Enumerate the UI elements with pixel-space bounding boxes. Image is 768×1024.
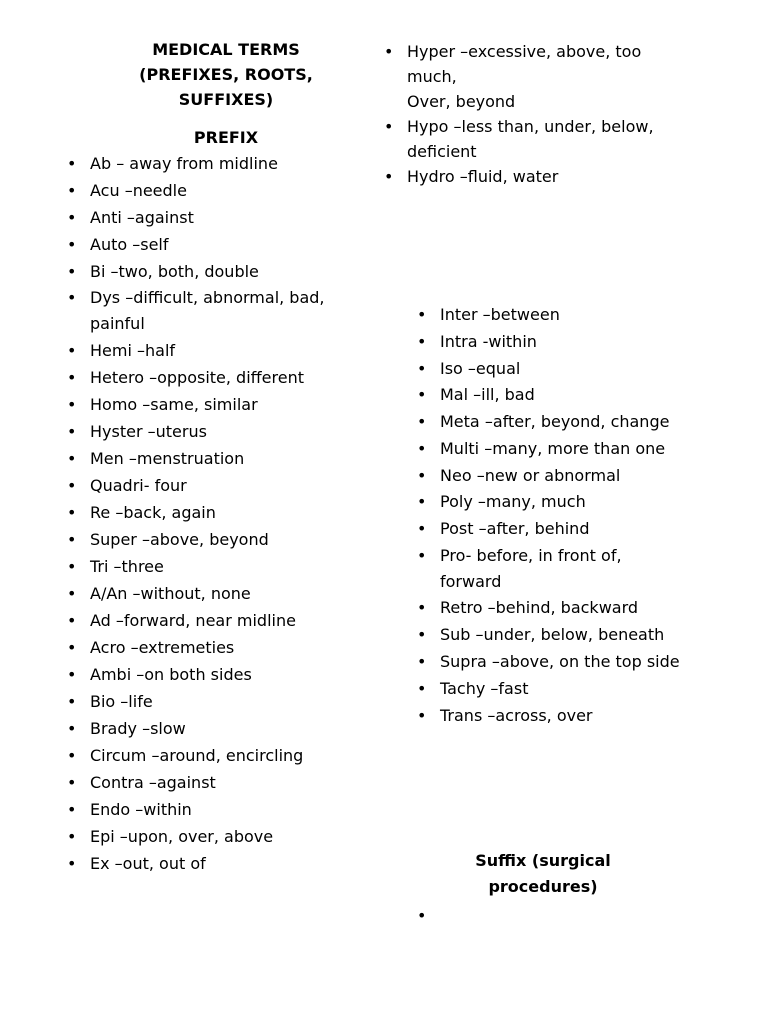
suffix-heading xyxy=(414,848,672,900)
list-item: • Homo –same, similar xyxy=(64,391,364,418)
list-item: • Men –menstruation xyxy=(64,445,364,472)
suffix-heading-line-2: procedures) xyxy=(488,877,598,896)
left-column xyxy=(64,37,364,877)
list-item: • Pro- before, in front of, forward xyxy=(414,543,684,594)
list-item: • Auto –self xyxy=(64,231,364,258)
list-item: • Ab – away from midline xyxy=(64,150,364,177)
list-item: • Intra -within xyxy=(414,329,684,355)
right-column-top xyxy=(381,39,691,189)
list-item xyxy=(381,39,691,114)
prefix-list-left xyxy=(64,150,364,877)
list-item: • Super –above, beyond xyxy=(64,526,364,553)
list-item: • Hyster –uterus xyxy=(64,418,364,445)
suffix-list xyxy=(414,902,684,928)
list-item: • Iso –equal xyxy=(414,356,684,382)
list-item: • Brady –slow xyxy=(64,715,364,742)
title-line-3: SUFFIXES) xyxy=(178,90,274,109)
prefix-list-right-mid xyxy=(414,302,684,728)
list-item: • Meta –after, beyond, change xyxy=(414,409,684,435)
prefix-list-right-top xyxy=(381,39,691,189)
list-item: • Retro –behind, backward xyxy=(414,595,684,621)
list-item: • Contra –against xyxy=(64,769,364,796)
list-item: • Poly –many, much xyxy=(414,489,684,515)
list-item-text: Hyper –excessive, above, too much, xyxy=(407,42,642,86)
list-item: • Bi –two, both, double xyxy=(64,258,364,285)
list-item: • Hydro –fluid, water xyxy=(381,164,691,189)
list-item: • Ambi –on both sides xyxy=(64,661,364,688)
list-item: • Hetero –opposite, different xyxy=(64,364,364,391)
right-column-middle xyxy=(414,302,684,729)
list-item: • Quadri- four xyxy=(64,472,364,499)
list-item: • Mal –ill, bad xyxy=(414,382,684,408)
suffix-section xyxy=(414,848,684,928)
list-item: • Re –back, again xyxy=(64,499,364,526)
prefix-heading: PREFIX xyxy=(193,128,259,147)
list-item: • Hypo –less than, under, below, deficient xyxy=(381,114,691,164)
list-item: • Trans –across, over xyxy=(414,703,684,729)
list-item xyxy=(414,902,684,928)
document-title xyxy=(64,37,388,112)
list-item: • Ex –out, out of xyxy=(64,850,364,877)
list-item-continuation: Over, beyond xyxy=(407,92,516,111)
list-item: • Multi –many, more than one xyxy=(414,436,684,462)
list-item: • Inter –between xyxy=(414,302,684,328)
list-item: • Anti –against xyxy=(64,204,364,231)
suffix-heading-line-1: Suffix (surgical xyxy=(475,851,611,870)
list-item: • Dys –difficult, abnormal, bad, painful xyxy=(64,285,364,337)
title-line-1: MEDICAL TERMS xyxy=(152,40,300,59)
list-item: • Epi –upon, over, above xyxy=(64,823,364,850)
list-item: • Tri –three xyxy=(64,553,364,580)
list-item: • Supra –above, on the top side xyxy=(414,649,684,675)
list-item: • Sub –under, below, beneath xyxy=(414,622,684,648)
list-item: • Hemi –half xyxy=(64,337,364,364)
list-item: • Circum –around, encircling xyxy=(64,742,364,769)
list-item: • Endo –within xyxy=(64,796,364,823)
list-item: • Bio –life xyxy=(64,688,364,715)
list-item: • Ad –forward, near midline xyxy=(64,607,364,634)
list-item: • Tachy –fast xyxy=(414,676,684,702)
list-item: • Neo –new or abnormal xyxy=(414,463,684,489)
list-item: • Acro –extremeties xyxy=(64,634,364,661)
list-item: • Post –after, behind xyxy=(414,516,684,542)
list-item: • Acu –needle xyxy=(64,177,364,204)
title-line-2: (PREFIXES, ROOTS, xyxy=(139,65,313,84)
list-item: • A/An –without, none xyxy=(64,580,364,607)
